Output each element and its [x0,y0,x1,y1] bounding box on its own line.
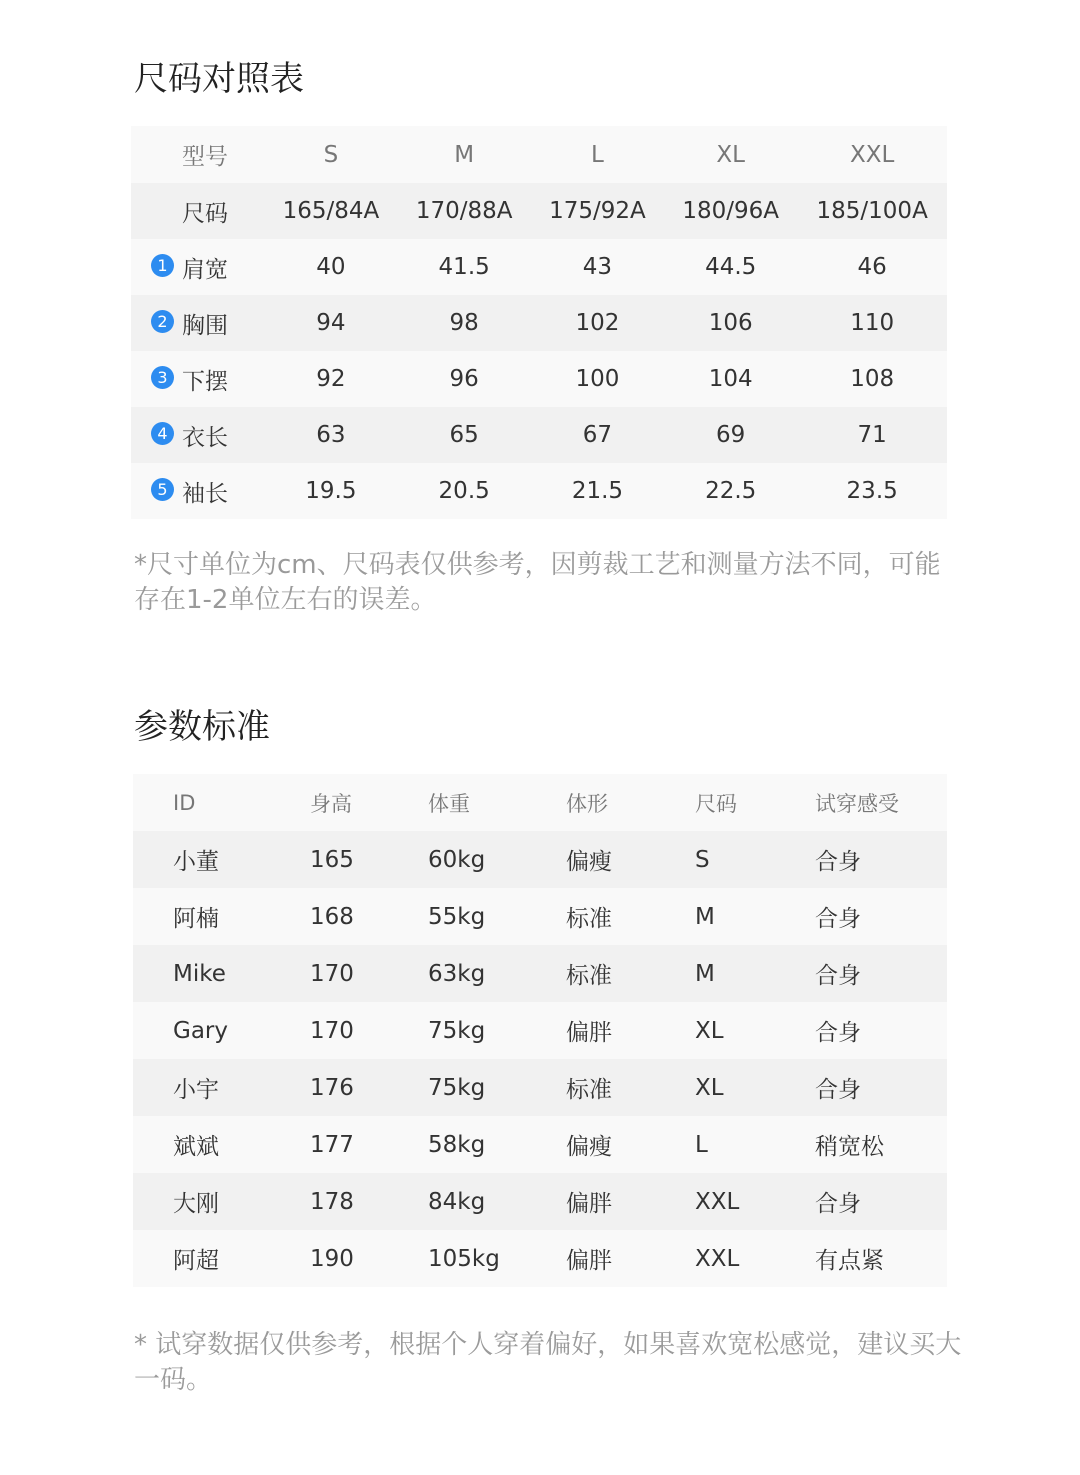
table-cell: 小董 [173,849,219,875]
table-row [133,1059,947,1116]
table-cell: M [695,960,715,987]
table-cell: 22.5 [705,478,757,504]
table-cell: 106 [708,310,753,336]
table-cell: 标准 [566,963,612,989]
header-cell-weight: 体重 [428,791,470,816]
measurement-label: 3 下摆 [131,351,264,407]
measurement-row-length [131,407,947,463]
table-cell: 165 [310,846,354,873]
table-cell: M [695,903,715,930]
table-cell: 大刚 [173,1191,219,1217]
size-chart-table [131,126,947,519]
table-cell: 斌斌 [173,1134,219,1160]
size-chart-title: 尺码对照表 [134,59,304,99]
table-cell: 69 [716,422,746,448]
table-cell: L [695,1131,708,1158]
table-row [133,1002,947,1059]
header-cell-size-xl: XL [716,141,745,168]
header-cell-size-l: L [591,141,604,168]
table-cell: 19.5 [305,478,357,504]
table-cell: XXL [695,1245,740,1272]
params-title: 参数标准 [134,707,270,747]
params-header-row [133,774,947,831]
measurement-label: 5 袖长 [131,463,264,519]
header-cell-height: 身高 [310,791,352,816]
table-cell: 180/96A [682,198,780,224]
table-cell: 合身 [815,1020,861,1046]
header-cell-model: 型号 [182,144,228,170]
table-cell: 94 [316,310,346,336]
table-cell: 55kg [428,903,486,930]
params-note: * 试穿数据仅供参考，根据个人穿着偏好，如果喜欢宽松感觉，建议买大一码。 [134,1330,962,1395]
table-cell: 有点紧 [815,1248,884,1274]
size-table-header-row [131,126,947,183]
table-cell: 75kg [428,1074,486,1101]
table-cell: 58kg [428,1131,486,1158]
table-cell: S [695,846,710,873]
table-cell: 偏瘦 [566,1134,612,1160]
measurement-label: 2 胸围 [131,295,264,351]
table-row [133,1230,947,1287]
measurement-label: 1 肩宽 [131,239,264,295]
table-cell: 小宇 [173,1077,219,1103]
table-cell: 170 [310,1017,354,1044]
table-cell: 标准 [566,906,612,932]
table-cell: 110 [850,310,895,336]
header-cell-body-type: 体形 [566,791,608,816]
table-cell: 108 [850,366,895,392]
table-cell: 75kg [428,1017,486,1044]
number-4-badge-icon: 4 [151,422,174,445]
table-cell: 41.5 [438,254,490,280]
table-cell: 23.5 [846,478,898,504]
table-cell: 165/84A [282,198,380,224]
table-row [133,1116,947,1173]
table-cell: 合身 [815,906,861,932]
table-cell: 21.5 [571,478,624,504]
table-cell: 40 [316,254,346,280]
table-cell: 84kg [428,1188,486,1215]
number-3-badge-icon: 3 [151,366,174,389]
header-cell-size-s: S [323,141,339,168]
table-row [133,1173,947,1230]
table-cell: 96 [449,366,479,392]
header-cell-id: ID [173,790,196,815]
table-cell: 43 [582,254,613,280]
table-cell: 104 [708,366,753,392]
number-2-badge-icon: 2 [151,310,174,333]
table-cell: 65 [449,422,479,448]
number-1-badge-icon: 1 [151,254,174,277]
table-cell: 偏胖 [566,1248,612,1274]
table-cell: 阿超 [173,1248,219,1274]
table-cell: 168 [310,903,354,930]
measurement-label: 4 衣长 [131,407,264,463]
table-cell: 稍宽松 [815,1134,884,1160]
table-row [133,888,947,945]
measurement-row-hem [131,351,947,407]
table-cell: 100 [575,366,620,392]
size-code-label: 尺码 [182,200,228,227]
table-cell: 176 [310,1074,354,1101]
table-row [133,945,947,1002]
header-cell-size: 尺码 [695,791,737,816]
table-cell: 偏胖 [566,1191,612,1217]
number-5-badge-icon: 5 [151,478,174,501]
table-cell: 合身 [815,849,861,875]
table-cell: 合身 [815,963,861,989]
table-cell: 60kg [428,846,486,873]
table-cell: Mike [173,960,226,987]
size-code-row [131,183,947,239]
header-cell-size-xxl: XXL [850,141,895,168]
table-cell: 63kg [428,960,486,987]
table-cell: 102 [575,310,620,336]
size-chart-note: *尺寸单位为cm、尺码表仅供参考，因剪裁工艺和测量方法不同，可能存在1-2单位左右的误差。 [134,550,941,615]
table-cell: 92 [316,366,346,392]
measurement-row-sleeve [131,463,947,519]
table-cell: XXL [695,1188,740,1215]
table-cell: 合身 [815,1191,861,1217]
table-cell: 67 [582,422,613,448]
table-cell: 98 [449,310,479,336]
table-cell: 178 [310,1188,354,1215]
table-cell: Gary [173,1017,228,1044]
table-cell: 71 [857,422,887,448]
table-cell: 185/100A [816,198,928,224]
table-cell: 170 [310,960,354,987]
measurement-row-chest [131,295,947,351]
table-cell: 合身 [815,1077,861,1103]
table-cell: 44.5 [705,254,757,280]
table-cell: 46 [857,254,887,280]
table-cell: 190 [310,1245,354,1272]
table-cell: 177 [310,1131,354,1158]
table-cell: XL [695,1074,724,1101]
table-cell: XL [695,1017,724,1044]
table-row [133,831,947,888]
table-cell: 170/88A [415,198,513,224]
table-cell: 20.5 [438,478,490,504]
table-cell: 标准 [566,1077,612,1103]
fitting-params-table [133,774,947,1287]
table-cell: 63 [316,422,346,448]
table-cell: 175/92A [549,198,646,224]
table-cell: 阿楠 [173,906,219,932]
table-cell: 偏胖 [566,1020,612,1046]
table-cell: 偏瘦 [566,849,612,875]
header-cell-fit-feel: 试穿感受 [815,791,899,816]
measurement-row-shoulder [131,239,947,295]
table-cell: 105kg [428,1245,500,1272]
header-cell-size-m: M [454,141,475,168]
